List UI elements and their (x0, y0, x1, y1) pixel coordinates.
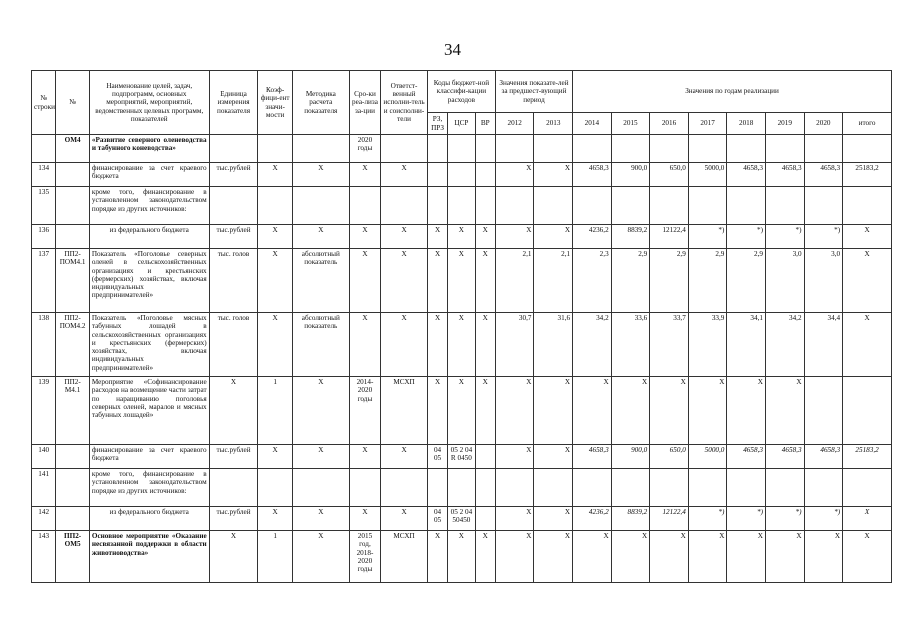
header-row-no: № строки (32, 71, 56, 135)
row-code-rz: Х (427, 249, 447, 313)
row-year-value: 34,2 (765, 313, 804, 377)
row-code: ОМ4 (56, 135, 90, 163)
row-year-value: 4658,3 (804, 445, 843, 469)
row-code-csr (448, 187, 475, 225)
row-year-value (765, 187, 804, 225)
row-year-value: 12122,4 (650, 225, 689, 249)
row-total: Х (843, 249, 892, 313)
row-code-vr (475, 507, 495, 531)
row-code (56, 445, 90, 469)
row-name: Мероприятие «Софинансирование расходов на возмещение части затрат по наращиванию поголовья северных оленей, маралов и мясных табунных лошадей» (89, 377, 209, 445)
row-term: Х (349, 313, 380, 377)
row-code-rz: Х (427, 313, 447, 377)
row-code-vr: Х (475, 249, 495, 313)
row-resp: Х (381, 507, 428, 531)
row-year-value: 4658,3 (727, 445, 766, 469)
row-year-value (688, 135, 727, 163)
row-term (349, 187, 380, 225)
table-row (32, 225, 892, 249)
row-year-value (495, 135, 534, 163)
row-coef (258, 187, 293, 225)
row-coef: Х (258, 507, 293, 531)
row-coef: Х (258, 163, 293, 187)
row-year-value (611, 187, 650, 225)
header-codes-rz: РЗ, ПРЗ (427, 113, 447, 135)
row-name: из федерального бюджета (89, 225, 209, 249)
row-code-rz: Х (427, 531, 447, 583)
header-name: Наименование целей, задач, подпрограмм, основных мероприятий, мероприятий, ведомственных целевых программ, показателей (89, 71, 209, 135)
row-name: Основное мероприятие «Оказание несвязанной поддержки в области животноводства» (89, 531, 209, 583)
row-name: Показатель «Поголовье мясных табунных лошадей в сельскохозяйственных организациях и крестьянских (фермерских) хозяйствах, включая индивидуальных предпринимателей» (89, 313, 209, 377)
row-coef: Х (258, 313, 293, 377)
row-resp: Х (381, 163, 428, 187)
indicators-table (31, 70, 892, 583)
row-year-value: Х (573, 531, 612, 583)
row-code-vr: Х (475, 377, 495, 445)
row-code: ПП2-ПОМ4.1 (56, 249, 90, 313)
row-code-csr: 05 2 04 50450 (448, 507, 475, 531)
row-method: Х (292, 225, 349, 249)
row-year-value: 33,6 (611, 313, 650, 377)
row-code-rz (427, 135, 447, 163)
row-code: ПП2-ОМ5 (56, 531, 90, 583)
row-year-value: *) (804, 225, 843, 249)
row-year-value: 4658,3 (573, 445, 612, 469)
row-resp: Х (381, 445, 428, 469)
row-code-rz: 04 05 (427, 445, 447, 469)
row-year-value: Х (495, 507, 534, 531)
row-total (843, 469, 892, 507)
row-method (292, 135, 349, 163)
row-year-value: Х (804, 531, 843, 583)
row-year-value: Х (534, 531, 573, 583)
row-coef: 1 (258, 377, 293, 445)
row-year-value: Х (650, 377, 689, 445)
row-year-value: Х (650, 531, 689, 583)
row-method: Х (292, 445, 349, 469)
row-number: 139 (32, 377, 56, 445)
row-year-value (804, 469, 843, 507)
row-number: 137 (32, 249, 56, 313)
row-term: Х (349, 225, 380, 249)
row-year-value: Х (495, 163, 534, 187)
row-year-value (534, 469, 573, 507)
table-row (32, 531, 892, 583)
row-total: Х (843, 225, 892, 249)
row-year-value: Х (495, 531, 534, 583)
page-number: 34 (444, 40, 461, 59)
row-year-value: 2,3 (573, 249, 612, 313)
header-year: 2018 (727, 113, 766, 135)
row-year-value: 5000,0 (688, 445, 727, 469)
row-year-value: Х (534, 377, 573, 445)
table-row (32, 445, 892, 469)
row-year-value: Х (688, 377, 727, 445)
row-code-csr: Х (448, 313, 475, 377)
row-code-csr (448, 135, 475, 163)
header-year: 2019 (765, 113, 804, 135)
row-resp: МСХП (381, 377, 428, 445)
row-method: Х (292, 531, 349, 583)
row-code-csr: Х (448, 225, 475, 249)
header-unit: Единица измерения показателя (209, 71, 258, 135)
header-method: Методика расчета показателя (292, 71, 349, 135)
row-total: Х (843, 531, 892, 583)
row-year-value: Х (727, 531, 766, 583)
row-year-value (765, 469, 804, 507)
row-year-value: 4658,3 (727, 163, 766, 187)
row-number: 140 (32, 445, 56, 469)
row-year-value: *) (765, 507, 804, 531)
header-no: № (56, 71, 90, 135)
row-year-value: 34,4 (804, 313, 843, 377)
row-code-rz (427, 163, 447, 187)
row-method: Х (292, 377, 349, 445)
row-resp (381, 187, 428, 225)
row-year-value (534, 135, 573, 163)
row-code-rz: Х (427, 225, 447, 249)
row-term: Х (349, 507, 380, 531)
row-year-value: 3,0 (765, 249, 804, 313)
row-method: абсолютный показатель (292, 249, 349, 313)
row-code (56, 225, 90, 249)
row-year-value: *) (804, 507, 843, 531)
header-total: итого (843, 113, 892, 135)
row-code (56, 163, 90, 187)
row-year-value: Х (611, 377, 650, 445)
row-code-rz (427, 187, 447, 225)
row-total (843, 377, 892, 445)
header-codes-csr: ЦСР (448, 113, 475, 135)
header-year: 2017 (688, 113, 727, 135)
row-name: кроме того, финансирование в установленном законодательством порядке из других источников: (89, 187, 209, 225)
row-name: финансирование за счет краевого бюджета (89, 163, 209, 187)
row-year-value: 12122,4 (650, 507, 689, 531)
row-year-value (573, 187, 612, 225)
row-term: Х (349, 445, 380, 469)
row-unit (209, 187, 258, 225)
header-years-title: Значения по годам реализации (573, 71, 892, 113)
row-unit (209, 135, 258, 163)
row-code: ПП2-ПОМ4.2 (56, 313, 90, 377)
row-code-vr (475, 445, 495, 469)
header-codes: Коды бюджет-ной классифи-кации расходов (427, 71, 495, 113)
row-term: Х (349, 249, 380, 313)
header-year: 2016 (650, 113, 689, 135)
row-year-value: 31,6 (534, 313, 573, 377)
header-year: 2015 (611, 113, 650, 135)
row-code (56, 187, 90, 225)
row-unit: Х (209, 531, 258, 583)
row-year-value: 2,1 (534, 249, 573, 313)
row-year-value: Х (765, 531, 804, 583)
row-code-csr (448, 163, 475, 187)
row-year-value (688, 187, 727, 225)
row-code (56, 469, 90, 507)
row-year-value: 34,2 (573, 313, 612, 377)
row-year-value (804, 187, 843, 225)
row-code-vr (475, 135, 495, 163)
row-code-rz (427, 469, 447, 507)
row-name: Показатель «Поголовье северных оленей в сельскохозяйственных организациях и крестьянских (фермерских) хозяйствах, включая индивидуальных предпринимателей» (89, 249, 209, 313)
table-row (32, 377, 892, 445)
row-code-vr (475, 469, 495, 507)
row-unit: Х (209, 377, 258, 445)
row-unit: тыс.рублей (209, 445, 258, 469)
row-year-value (611, 135, 650, 163)
row-year-value: 33,9 (688, 313, 727, 377)
row-year-value (573, 469, 612, 507)
row-number: 141 (32, 469, 56, 507)
row-term (349, 469, 380, 507)
row-code-vr (475, 187, 495, 225)
row-year-value: Х (611, 531, 650, 583)
row-year-value: Х (495, 377, 534, 445)
row-name: из федерального бюджета (89, 507, 209, 531)
header-year: 2012 (495, 113, 534, 135)
table-row (32, 163, 892, 187)
row-year-value (495, 469, 534, 507)
row-method: Х (292, 163, 349, 187)
row-code-csr: Х (448, 377, 475, 445)
row-number: 138 (32, 313, 56, 377)
row-year-value: 4658,3 (573, 163, 612, 187)
row-year-value: Х (727, 377, 766, 445)
row-year-value (650, 469, 689, 507)
row-year-value: 2,9 (688, 249, 727, 313)
row-name: финансирование за счет краевого бюджета (89, 445, 209, 469)
row-year-value: 5000,0 (688, 163, 727, 187)
row-coef: Х (258, 445, 293, 469)
row-unit: тыс. голов (209, 313, 258, 377)
row-coef: Х (258, 249, 293, 313)
row-number: 134 (32, 163, 56, 187)
row-resp (381, 135, 428, 163)
row-code-csr: Х (448, 249, 475, 313)
row-method: абсолютный показатель (292, 313, 349, 377)
row-resp: Х (381, 249, 428, 313)
row-coef: 1 (258, 531, 293, 583)
row-year-value (727, 135, 766, 163)
row-year-value (650, 187, 689, 225)
row-year-value: 2,9 (611, 249, 650, 313)
row-year-value: 2,9 (650, 249, 689, 313)
row-year-value (688, 469, 727, 507)
row-method (292, 469, 349, 507)
row-year-value: 4236,2 (573, 507, 612, 531)
header-year: 2020 (804, 113, 843, 135)
row-year-value: 650,0 (650, 163, 689, 187)
row-term: Х (349, 163, 380, 187)
header-prev: Значения показате-лей за предшест-вующий период (495, 71, 572, 113)
table-row (32, 313, 892, 377)
row-total: 25183,2 (843, 445, 892, 469)
row-year-value: 900,0 (611, 445, 650, 469)
row-year-value: *) (727, 225, 766, 249)
row-unit: тыс.рублей (209, 225, 258, 249)
row-method (292, 187, 349, 225)
row-unit: тыс.рублей (209, 163, 258, 187)
row-total (843, 135, 892, 163)
row-name: «Развитие северного оленеводства и табунного коневодства» (89, 135, 209, 163)
row-year-value: *) (765, 225, 804, 249)
row-total (843, 187, 892, 225)
row-year-value: 34,1 (727, 313, 766, 377)
row-year-value: *) (688, 507, 727, 531)
row-number (32, 135, 56, 163)
row-coef (258, 469, 293, 507)
row-year-value: 900,0 (611, 163, 650, 187)
row-year-value (804, 377, 843, 445)
row-year-value: Х (534, 445, 573, 469)
row-year-value (495, 187, 534, 225)
row-year-value: Х (573, 377, 612, 445)
row-resp (381, 469, 428, 507)
header-year: 2014 (573, 113, 612, 135)
row-year-value: 2,1 (495, 249, 534, 313)
row-code-rz: Х (427, 377, 447, 445)
row-number: 142 (32, 507, 56, 531)
row-resp: МСХП (381, 531, 428, 583)
table-row (32, 507, 892, 531)
row-term: 2015 год, 2018-2020 годы (349, 531, 380, 583)
row-year-value: 3,0 (804, 249, 843, 313)
row-year-value (727, 187, 766, 225)
row-total: Х (843, 507, 892, 531)
row-year-value: Х (495, 445, 534, 469)
row-code-csr: 05 2 04 R 0450 (448, 445, 475, 469)
table-row (32, 469, 892, 507)
row-code-vr: Х (475, 225, 495, 249)
row-year-value: Х (688, 531, 727, 583)
table-row (32, 135, 892, 163)
row-coef (258, 135, 293, 163)
row-total: Х (843, 313, 892, 377)
row-year-value (611, 469, 650, 507)
row-year-value: 2,9 (727, 249, 766, 313)
row-total: 25183,2 (843, 163, 892, 187)
row-unit: тыс.рублей (209, 507, 258, 531)
row-code-vr (475, 163, 495, 187)
row-year-value: Х (495, 225, 534, 249)
row-year-value: 4236,2 (573, 225, 612, 249)
row-number: 143 (32, 531, 56, 583)
row-code-vr: Х (475, 313, 495, 377)
header-codes-vr: ВР (475, 113, 495, 135)
row-number: 136 (32, 225, 56, 249)
row-term: 2020 годы (349, 135, 380, 163)
row-year-value (727, 469, 766, 507)
row-year-value: Х (765, 377, 804, 445)
row-code-csr: Х (448, 531, 475, 583)
row-year-value: *) (727, 507, 766, 531)
row-year-value: 4658,3 (804, 163, 843, 187)
row-code-csr (448, 469, 475, 507)
table-row (32, 249, 892, 313)
row-code: ПП2-М4.1 (56, 377, 90, 445)
row-resp: Х (381, 225, 428, 249)
row-code-vr: Х (475, 531, 495, 583)
row-number: 135 (32, 187, 56, 225)
row-year-value (650, 135, 689, 163)
row-year-value: 4658,3 (765, 445, 804, 469)
row-year-value: 33,7 (650, 313, 689, 377)
header-year: 2013 (534, 113, 573, 135)
row-year-value (765, 135, 804, 163)
row-resp: Х (381, 313, 428, 377)
row-code-rz: 04 05 (427, 507, 447, 531)
header-resp: Ответст-венный исполни-тель и соисполни-тели (381, 71, 428, 135)
row-year-value: 8839,2 (611, 225, 650, 249)
row-year-value: 650,0 (650, 445, 689, 469)
table-row (32, 187, 892, 225)
row-year-value: *) (688, 225, 727, 249)
row-year-value (573, 135, 612, 163)
header-term: Сро-ки реа-лиза за-ции (349, 71, 380, 135)
row-term: 2014-2020 годы (349, 377, 380, 445)
row-year-value: Х (534, 507, 573, 531)
row-unit: тыс. голов (209, 249, 258, 313)
header-coef: Коэф-фици-ент значи-мости (258, 71, 293, 135)
row-unit (209, 469, 258, 507)
row-year-value (804, 135, 843, 163)
row-year-value: 8839,2 (611, 507, 650, 531)
row-year-value (534, 187, 573, 225)
row-code (56, 507, 90, 531)
row-coef: Х (258, 225, 293, 249)
row-year-value: Х (534, 225, 573, 249)
row-year-value: 4658,3 (765, 163, 804, 187)
row-name: кроме того, финансирование в установленном законодательством порядке из других источников: (89, 469, 209, 507)
row-year-value: Х (534, 163, 573, 187)
row-method: Х (292, 507, 349, 531)
row-year-value: 30,7 (495, 313, 534, 377)
